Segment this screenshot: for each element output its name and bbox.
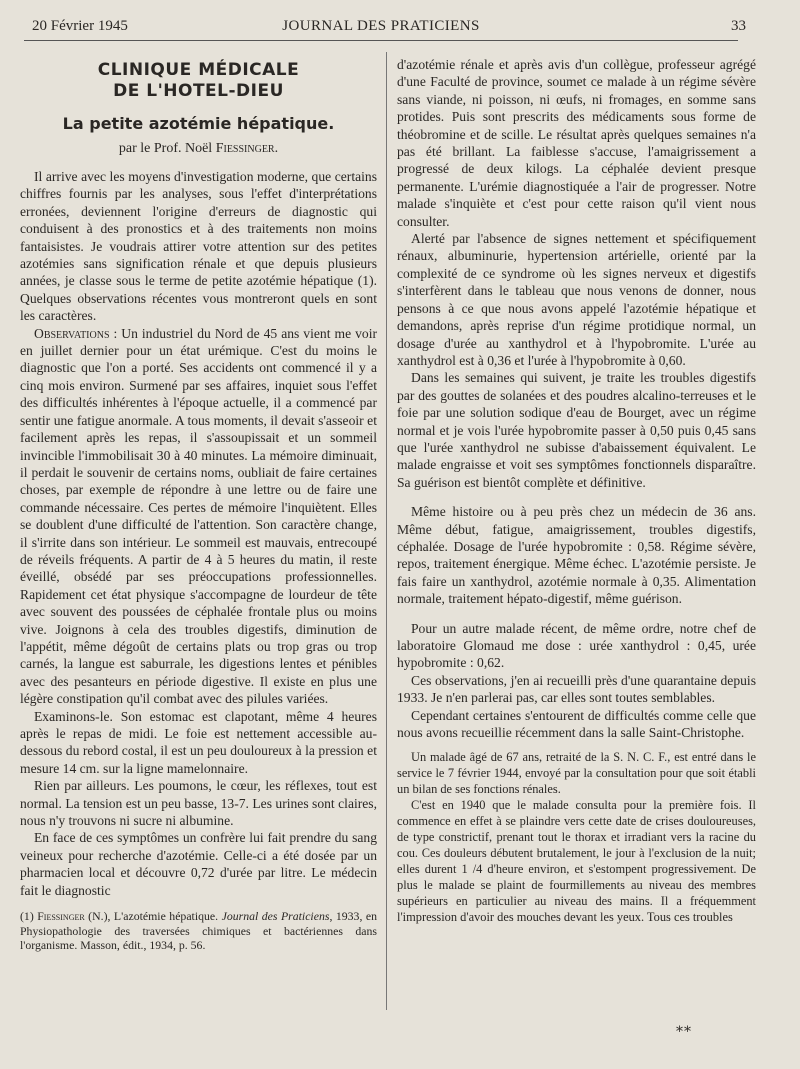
paragraph: Dans les semaines qui suivent, je traite les troubles digestifs par des gouttes de solanées et des poudres alcalino-terreuses et le foie par une solution sodique d'eau de Bourget, avec un régime normal et je vois l'urée hypobromite passer à 0,50 puis 0,45 sans que l'urée xanthydrol ne subisse d'abaissement équivalent. Le malade engraisse et voit ses symptômes fonctionnels disparaître. Sa guérison est bientôt complète et définitive.: [397, 370, 756, 490]
page-number: 33: [731, 18, 746, 34]
paragraph: Un malade âgé de 67 ans, retraité de la S. N. C. F., est entré dans le service le 7 février 1944, envoyé par la consultation pour que soit établi un bilan de ses fonctions rénales.: [397, 750, 756, 797]
journal-title: JOURNAL DES PRATICIENS: [282, 18, 480, 34]
section-ornament: **: [676, 1024, 692, 1040]
footnote-mark: (1): [20, 909, 34, 924]
paragraph: Même histoire ou à peu près chez un médecin de 36 ans. Même début, fatigue, amaigrissement, troubles digestifs, céphalée. Dosage de l'urée hypobromite : 0,58. Régime sévère, repos, traitement énergique. Même échec. L'azotémie persiste. Je fais faire un xanthydrol, azotémie normale à 0,35. Alimentation normale, traitement hépato-digestif, même guérison.: [397, 504, 756, 607]
paragraph: Il arrive avec les moyens d'investigation moderne, que certains chiffres fournis par les analyses, sous l'effet d'interprétations erronées, deviennent l'origine d'erreurs de diagnostic qui conduisent à des pronostics et à des traitements non moins fantaisistes. Je voudrais attirer votre attention sur des petites azotémies sans signification rénale et que depuis plusieurs années, je classe sous le terme de petite azotémie hépatique (1). Quelques observations récentes vous montreront quels en sont les caractères.: [20, 169, 377, 324]
footnote: [20, 909, 377, 953]
byline-author: Fiessinger: [215, 141, 275, 156]
paragraph: Cependant certaines s'entourent de difficultés comme celle que nous avons recueillie récemment dans la salle Saint-Christophe.: [397, 707, 756, 741]
footnote-journal: Journal des Praticiens: [221, 909, 330, 924]
footnote-text-end: , 1933, en Physiopathologie des traversées chimiques et bactériennes dans l'organisme. Masson, édit., 1934, p. 56.: [20, 909, 378, 953]
left-column: [20, 56, 377, 953]
footnote-text: (N.), L'azotémie hépatique.: [84, 909, 222, 924]
section-heading-line2: DE L'HOTEL-DIEU: [113, 81, 284, 101]
paragraph: Rien par ailleurs. Les poumons, le cœur, les réflexes, tout est normal. La tension est un peu basse, 13-7. Les urines sont claires, nous n'y trouvons ni sucre ni albumine.: [20, 778, 377, 829]
section-heading-line1: CLINIQUE MÉDICALE: [97, 60, 300, 80]
paragraph: d'azotémie rénale et après avis d'un collègue, professeur agrégé d'une Faculté de province, soumet ce malade à un régime sévère sans viande, ni poisson, ni œufs, ni fromages, en somme sans protides. Puis sont prescrits des médicaments sous forme de théobromine et de scille. Le résultat après quelques semaines n'a pas été brillant. La faiblesse s'accuse, l'amaigrissement a progressé de deux kilogs. La céphalée devient presque permanente. L'urémie diagnostiquée a l'air de progresser. Notre malade s'inquiète et c'est pour cette raison qu'il vient nous consulter.: [397, 57, 756, 229]
footnote-author: Fiessinger: [37, 909, 85, 924]
paragraph: Pour un autre malade récent, de même ordre, notre chef de laboratoire Glomaud me dose : urée xanthydrol : 0,45, urée hypobromite : 0,62.: [397, 620, 756, 671]
paragraph: Alerté par l'absence de signes nettement et spécifiquement rénaux, albuminurie, hypertension artérielle, orienté par la complexité de ce syndrome où les signes nerveux et digestifs s'interfèrent dans le tableau que nous venons de donner, nous pensons à ce que nous avons appelé l'azotémie hépatique et demandons, après reprise d'un régime protidique normal, un dosage d'urée au xanthydrol et à l'hypobromite. L'urée au xanthydrol est à 0,36 et l'urée à l'hypobromite à 0,60.: [397, 231, 756, 368]
paragraph: [20, 325, 377, 708]
article-title: La petite azotémie hépatique.: [62, 114, 335, 133]
paragraph: Examinons-le. Son estomac est clapotant, même 4 heures après le repas de midi. Le foie est nettement accessible au-dessous du rebord costal, il est un peu douloureux à la pression et mesure 14 cm. sur la ligne mamelonnaire.: [20, 708, 377, 776]
observations-text: : Un industriel du Nord de 45 ans vient me voir en juillet dernier pour un état urémique. C'est du moins le diagnostic que l'on a porté. Ses accidents ont commencé il y a cinq mois environ. Surmené par ses affaires, inquiet sous l'effet des difficultés inhérentes à l'époque actuelle, il a commencé par sentir une fatigue anormale. A tous moments, il devait s'asseoir et facilement après les repas, il s'assoupissait et un sommeil invincible l'immobilisait 30 à 40 minutes. La mémoire diminuait, il perdait le souvenir de certains noms, oubliait de faire certaines choses, par exemple de répondre à une lettre ou de faire une commande nécessaire. Ces pertes de mémoire l'inquiètent. Elles se doublent d'une difficulté de l'attention. Son caractère change, il s'irrite dans son intérieur. Le sommeil est mauvais, entrecoupé de réveils fréquents. A partir de 4 à 5 heures du matin, il reste éveillé, obsédé par ses préoccupations professionnelles. Rapidement cet état physique s'accompagne de lourdeur de tête avec souvent des poussées de céphalée frontale plus ou moins vive. Joignons à cela des troubles digestifs, diminution de l'appétit, même dégoût de certains plats ou trop gras ou trop carnés, la langue est saburrale, les digestions lentes et pénibles avec des pesanteurs en période digestive. Il existe en plus une légère constipation qu'il combat avec des pilules variées.: [20, 325, 377, 707]
issue-date: 20 Février 1945: [32, 18, 128, 34]
column-divider: [386, 52, 387, 1010]
paragraph: Ces observations, j'en ai recueilli près d'une quarantaine depuis 1933. Je n'en parlerai pas, car elles sont toutes semblables.: [397, 672, 756, 706]
running-header: [24, 14, 746, 41]
byline-prefix: par le Prof. Noël: [118, 141, 213, 156]
paragraph: C'est en 1940 que le malade consulta pour la première fois. Il commence en effet à se plaindre vers cette date de crises douloureuses, de type constrictif, prenant tout le thorax et irradiant vers la racine du cou. Ces douleurs débutent brutalement, le jour à l'exclusion de la nuit; elles durent 1 /4 d'heure environ, et s'estompent progressivement. De plus le malade se plaint de fourmillements au niveau des membres supérieurs en particulier au niveau des mains. Il a fréquemment l'impression d'avoir des mouches devant les yeux. Tous ces troubles: [397, 798, 756, 925]
right-column: [397, 56, 756, 925]
observations-label: Observations: [34, 325, 110, 341]
byline: [20, 140, 377, 158]
paragraph: En face de ces symptômes un confrère lui fait prendre du sang veineux pour recherche d'azotémie. Celle-ci a été dosée par un pharmacien local et découvre 0,72 d'urée par litre. Le médecin fait le diagnostic: [20, 830, 377, 898]
small-print-section: [397, 749, 756, 925]
byline-suffix: .: [274, 141, 279, 156]
